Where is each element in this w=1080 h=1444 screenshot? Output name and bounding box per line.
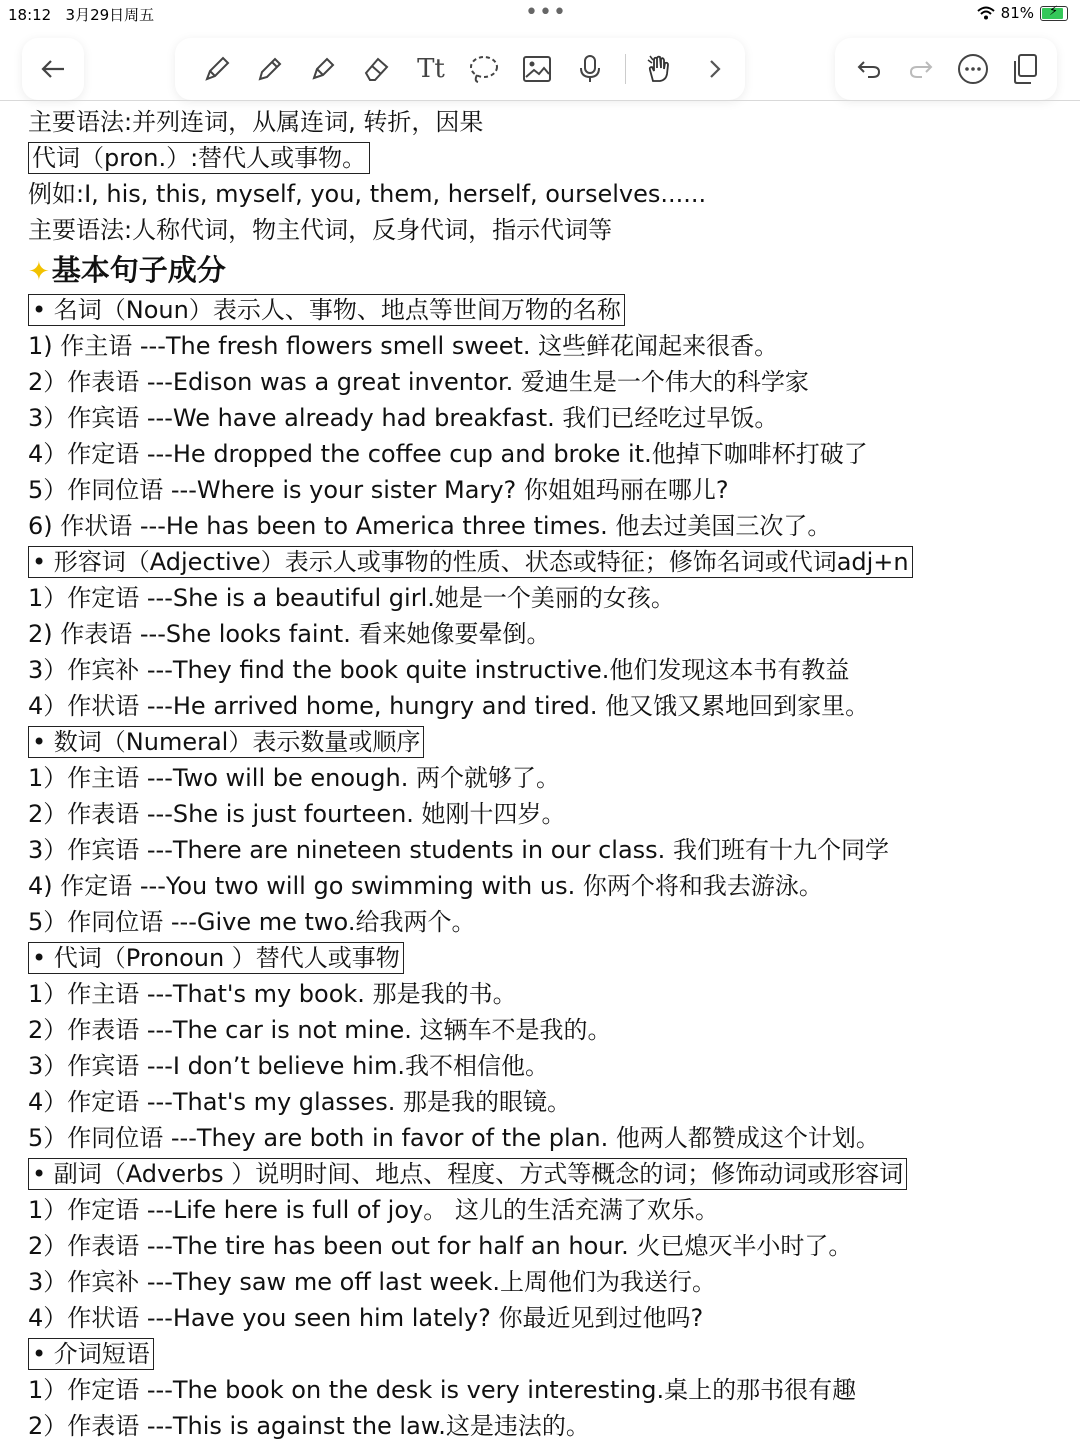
note-line — [28, 212, 1068, 248]
boxed-heading-line — [28, 292, 1068, 328]
boxed-text: • 名词（Noun）表示人、事物、地点等世间万物的名称 — [28, 294, 625, 326]
note-line — [28, 328, 1068, 364]
note-line — [28, 796, 1068, 832]
note-line — [28, 1408, 1068, 1444]
pen-icon[interactable] — [197, 38, 237, 100]
action-toolbar — [835, 38, 1057, 100]
note-line — [28, 652, 1068, 688]
note-line — [28, 508, 1068, 544]
line-text: 4）作定语 ---He dropped the coffee cup and broke it.他掉下咖啡杯打破了 — [28, 440, 868, 468]
line-text: 1）作定语 ---Life here is full of joy。 这儿的生活充满了欢乐。 — [28, 1196, 719, 1224]
note-line — [28, 1192, 1068, 1228]
line-text: 2）作表语 ---This is against the law.这是违法的。 — [28, 1412, 590, 1440]
line-text: 1）作定语 ---The book on the desk is very interesting.桌上的那书很有趣 — [28, 1376, 857, 1404]
boxed-heading-line — [28, 1156, 1068, 1192]
multitask-dots-icon[interactable]: ••• — [525, 0, 567, 25]
redo-icon[interactable] — [901, 38, 941, 100]
eraser-icon[interactable] — [356, 38, 396, 100]
line-text: 3）作宾语 ---There are nineteen students in our class. 我们班有十九个同学 — [28, 836, 889, 864]
drawing-toolbar — [175, 38, 745, 100]
section-heading — [28, 248, 1068, 292]
line-text: 1）作定语 ---She is a beautiful girl.她是一个美丽的女孩。 — [28, 584, 675, 612]
line-text: 1）作主语 ---That's my book. 那是我的书。 — [28, 980, 517, 1008]
line-text: 5）作同位语 ---Give me two.给我两个。 — [28, 908, 476, 936]
lasso-icon[interactable] — [464, 38, 504, 100]
microphone-icon[interactable] — [570, 38, 610, 100]
note-line — [28, 1084, 1068, 1120]
note-line — [28, 436, 1068, 472]
status-time: 18:12 3月29日周五 — [8, 6, 155, 24]
line-text: 3）作宾语 ---We have already had breakfast. 我们已经吃过早饭。 — [28, 404, 779, 432]
note-line — [28, 760, 1068, 796]
note-line — [28, 472, 1068, 508]
boxed-text: • 数词（Numeral）表示数量或顺序 — [28, 726, 424, 758]
hand-touch-icon[interactable] — [639, 38, 681, 100]
line-text: 主要语法:并列连词，从属连词, 转折，因果 — [28, 108, 484, 136]
note-line — [28, 904, 1068, 940]
note-line — [28, 832, 1068, 868]
star-icon: ✦ — [28, 257, 50, 287]
chevron-right-icon[interactable] — [695, 38, 735, 100]
line-text: 2）作表语 ---The tire has been out for half an hour. 火已熄灭半小时了。 — [28, 1232, 853, 1260]
text-tool-icon[interactable]: Tt — [417, 54, 445, 84]
boxed-heading-line — [28, 724, 1068, 760]
line-text: 4) 作定语 ---You two will go swimming with us. 你两个将和我去游泳。 — [28, 872, 823, 900]
image-icon[interactable] — [517, 38, 557, 100]
line-text: 基本句子成分 — [51, 253, 226, 287]
status-bar — [0, 0, 1080, 28]
line-text: 2）作表语 ---She is just fourteen. 她刚十四岁。 — [28, 800, 566, 828]
note-line — [28, 580, 1068, 616]
note-line — [28, 1012, 1068, 1048]
note-line — [28, 976, 1068, 1012]
wifi-icon — [977, 6, 995, 20]
note-line — [28, 104, 1068, 140]
back-button-container — [22, 38, 84, 100]
line-text: 1）作主语 ---Two will be enough. 两个就够了。 — [28, 764, 560, 792]
line-text: 2）作表语 ---Edison was a great inventor. 爱迪生是一个伟大的科学家 — [28, 368, 809, 396]
highlighter-icon[interactable] — [303, 38, 343, 100]
note-line — [28, 1048, 1068, 1084]
more-icon[interactable] — [953, 38, 993, 100]
line-text: 2）作表语 ---The car is not mine. 这辆车不是我的。 — [28, 1016, 612, 1044]
note-line — [28, 400, 1068, 436]
line-text: 3）作宾补 ---They saw me off last week.上周他们为我送行。 — [28, 1268, 717, 1296]
boxed-text: • 副词（Adverbs ）说明时间、地点、程度、方式等概念的词；修饰动词或形容词 — [28, 1158, 907, 1190]
boxed-text: • 介词短语 — [28, 1338, 154, 1370]
line-text: 例如:I, his, this, myself, you, them, herself, ourselves...... — [28, 180, 707, 208]
line-text: 4）作定语 ---That's my glasses. 那是我的眼镜。 — [28, 1088, 571, 1116]
note-line — [28, 1372, 1068, 1408]
boxed-heading-line — [28, 1336, 1068, 1372]
note-page[interactable] — [28, 104, 1068, 1444]
line-text: 1) 作主语 ---The fresh flowers smell sweet. 这些鲜花闻起来很香。 — [28, 332, 779, 360]
note-line — [28, 868, 1068, 904]
back-arrow-icon[interactable] — [22, 38, 84, 100]
battery-icon: ⚡ — [1040, 6, 1068, 21]
boxed-text: • 形容词（Adjective）表示人或事物的性质、状态或特征；修饰名词或代词adj+n — [28, 546, 913, 578]
note-line — [28, 176, 1068, 212]
boxed-heading-line — [28, 140, 1068, 176]
line-text: 6) 作状语 ---He has been to America three times. 他去过美国三次了。 — [28, 512, 832, 540]
note-line — [28, 1120, 1068, 1156]
line-text: 4）作状语 ---Have you seen him lately? 你最近见到过他吗? — [28, 1304, 704, 1332]
line-text: 3）作宾补 ---They find the book quite instructive.他们发现这本书有教益 — [28, 656, 850, 684]
boxed-heading-line — [28, 940, 1068, 976]
note-line — [28, 616, 1068, 652]
pencil-icon[interactable] — [250, 38, 290, 100]
status-right — [977, 4, 1068, 22]
note-line — [28, 1264, 1068, 1300]
toolbar-divider — [0, 100, 1080, 101]
battery-percent: 81% — [1000, 4, 1034, 22]
boxed-text: • 代词（Pronoun ）替代人或事物 — [28, 942, 404, 974]
line-text: 主要语法:人称代词，物主代词，反身代词，指示代词等 — [28, 216, 613, 244]
boxed-text: 代词（pron.）:替代人或事物。 — [28, 142, 370, 174]
boxed-heading-line — [28, 544, 1068, 580]
note-line — [28, 1228, 1068, 1264]
undo-icon[interactable] — [849, 38, 889, 100]
note-line — [28, 364, 1068, 400]
line-text: 2) 作表语 ---She looks faint. 看来她像要晕倒。 — [28, 620, 551, 648]
note-line — [28, 688, 1068, 724]
line-text: 5）作同位语 ---They are both in favor of the plan. 他两人都赞成这个计划。 — [28, 1124, 880, 1152]
line-text: 4）作状语 ---He arrived home, hungry and tired. 他又饿又累地回到家里。 — [28, 692, 870, 720]
pages-icon[interactable] — [1005, 38, 1045, 100]
line-text: 3）作宾语 ---I don’t believe him.我不相信他。 — [28, 1052, 549, 1080]
line-text: 5）作同位语 ---Where is your sister Mary? 你姐姐玛丽在哪儿? — [28, 476, 729, 504]
note-line — [28, 1300, 1068, 1336]
